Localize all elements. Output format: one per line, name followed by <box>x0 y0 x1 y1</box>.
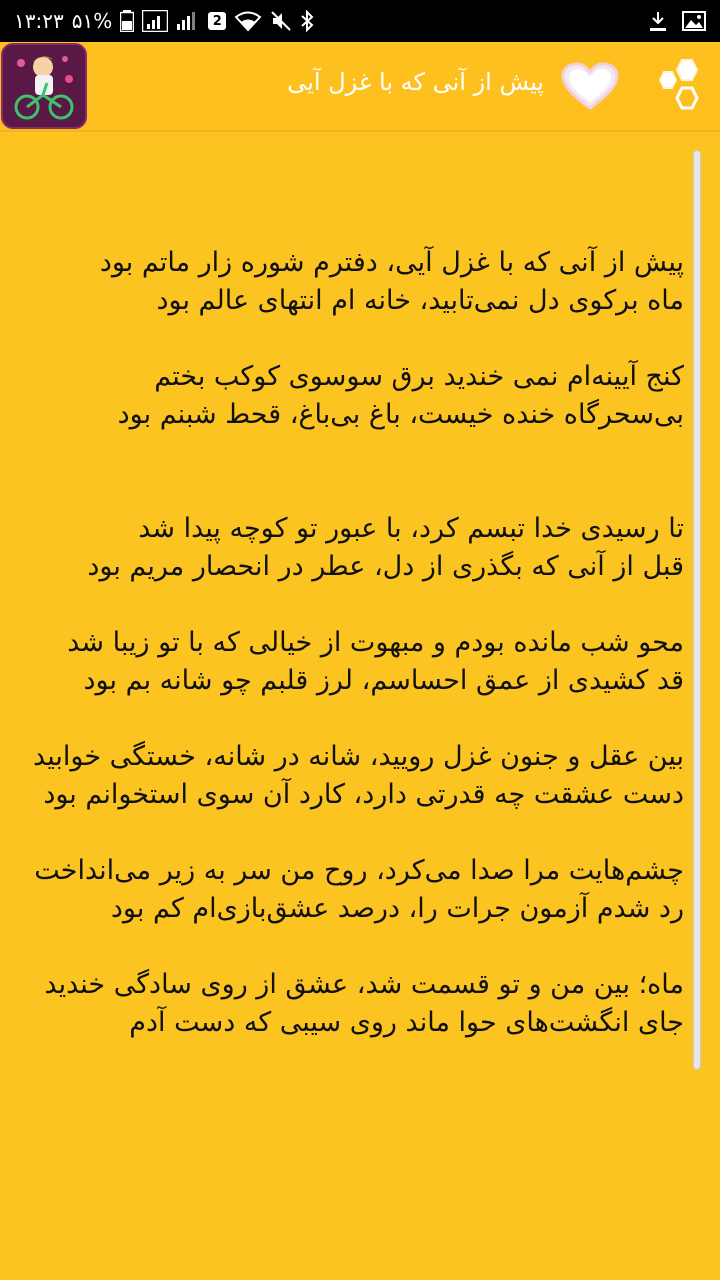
stanza <box>28 244 684 320</box>
poem-line: بی‌سحرگاه خنده خیست، باغ بی‌باغ، قحط شبنم بود <box>117 399 684 430</box>
stanza <box>28 624 684 700</box>
poem-line: دست عشقت چه قدرتی دارد، کارد آن سوی استخوانم بود <box>43 779 684 810</box>
image-icon <box>682 10 706 32</box>
sim-badge: 2 <box>208 12 226 30</box>
app-bar-divider <box>0 130 720 132</box>
signal-sim1-icon <box>142 10 168 32</box>
stanza <box>28 966 684 1042</box>
poem-text <box>28 244 684 1042</box>
hexagons-icon[interactable] <box>642 52 708 118</box>
app-avatar[interactable] <box>1 43 87 129</box>
battery-icon <box>120 10 134 32</box>
stanza <box>28 852 684 928</box>
battery-percent: ۵۱% <box>71 9 113 33</box>
poem-line: قد کشیدی از عمق احساسم، لرز قلبم چو شانه بم بود <box>83 665 684 696</box>
poem-line: ماه؛ بین من و تو قسمت شد، عشق از روی سادگی خندید <box>44 969 684 1000</box>
poem-line: تا رسیدی خدا تبسم کرد، با عبور تو کوچه پیدا شد <box>138 513 684 544</box>
app-title: پیش از آنی که با غزل آیی <box>287 68 544 96</box>
mute-icon <box>270 10 292 32</box>
poem-line: پیش از آنی که با غزل آیی، دفترم شوره زار ماتم بود <box>99 247 684 278</box>
scrollbar[interactable] <box>693 150 701 1070</box>
poem-line: ماه برکوی دل نمی‌تابید، خانه ام انتهای عالم بود <box>156 285 684 316</box>
bluetooth-icon <box>300 10 314 32</box>
signal-sim2-icon <box>176 10 200 32</box>
poem-line: جای انگشت‌های حوا ماند روی سیبی که دست آدم <box>129 1007 684 1038</box>
poem-line: چشم‌هایت مرا صدا می‌کرد، روح من سر به زیر می‌انداخت <box>34 855 684 886</box>
poem-line: رد شدم آزمون جرات را، درصد عشق‌بازی‌ام کم بود <box>110 893 684 924</box>
stanza <box>28 358 684 434</box>
poem-line: قبل از آنی که بگذری از دل، عطر در انحصار مریم بود <box>87 551 684 582</box>
status-bar <box>0 0 720 42</box>
status-left-group <box>14 9 314 33</box>
download-icon <box>648 10 668 32</box>
clock-text: ۱۳:۲۳ <box>14 9 64 33</box>
stanza <box>28 738 684 814</box>
stanza <box>28 510 684 586</box>
wifi-icon <box>234 10 262 32</box>
poem-line: کنج آیینه‌ام نمی خندید برق سوسوی کوکب بختم <box>154 361 684 392</box>
status-right-group <box>648 10 706 32</box>
poem-line: محو شب مانده بودم و مبهوت از خیالی که با تو زیبا شد <box>67 627 684 658</box>
poem-line: بین عقل و جنون غزل رویید، شانه در شانه، خستگی خوابید <box>33 741 684 772</box>
heart-icon[interactable] <box>560 62 620 112</box>
